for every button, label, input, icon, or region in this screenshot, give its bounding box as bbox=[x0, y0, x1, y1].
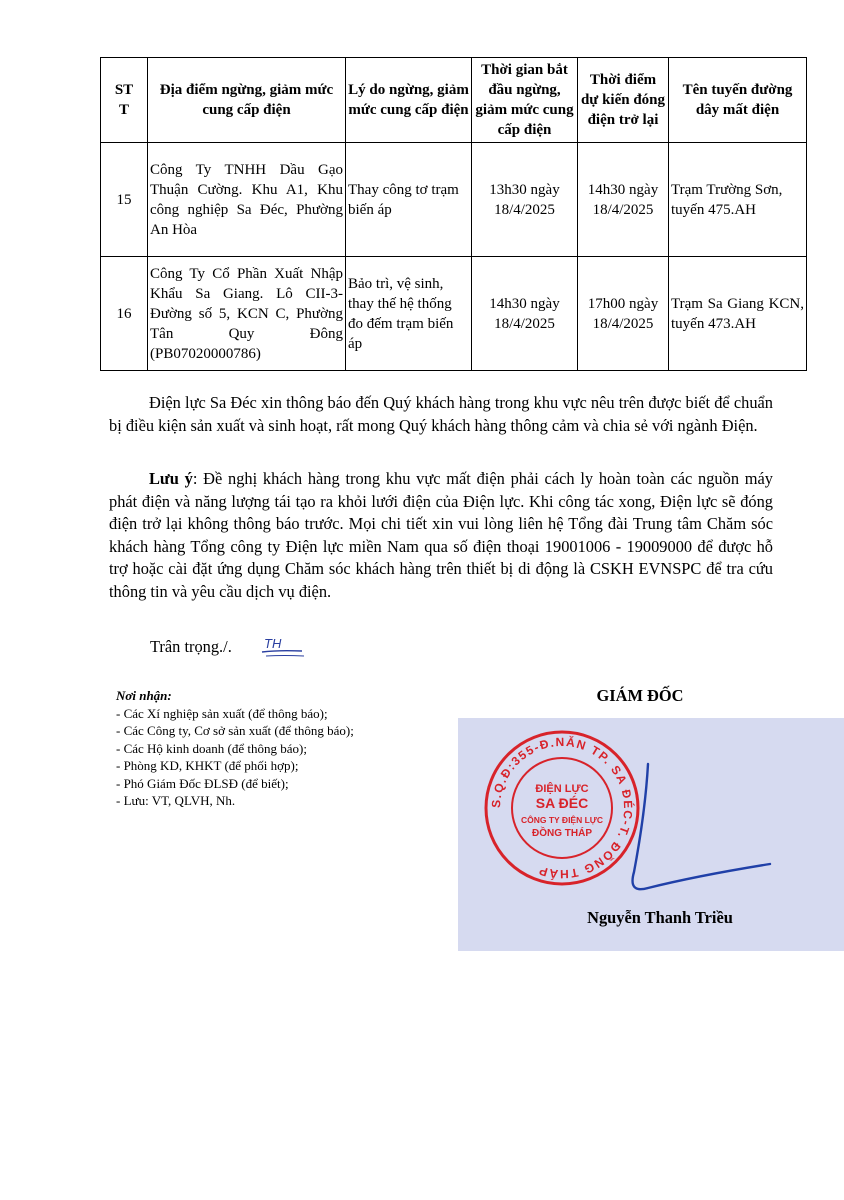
recipient-item: - Các Hộ kinh doanh (để thông báo); bbox=[116, 740, 307, 756]
closing-greeting: Trân trọng./. bbox=[150, 637, 232, 656]
notice-paragraph: Điện lực Sa Đéc xin thông báo đến Quý khách hàng trong khu vực nêu trên được biết để chuẩn bị điều kiện sản xuất và sinh hoạt, rất mong Quý khách hàng thông cảm và chia sẻ với ngành Điện. bbox=[109, 393, 773, 435]
row-location: Công Ty TNHH Dầu Gạo Thuận Cường. Khu A1, Khu công nghiệp Sa Đéc, Phường An Hòa bbox=[148, 143, 346, 257]
svg-text:TH: TH bbox=[264, 636, 282, 651]
header-start-time: Thời gian bắt đầu ngừng, giảm mức cung cấp điện bbox=[472, 58, 578, 143]
header-line-name: Tên tuyến đường dây mất điện bbox=[669, 58, 807, 143]
signer-name: Nguyễn Thanh Triều bbox=[587, 908, 733, 927]
row-line-name: Trạm Trường Sơn, tuyến 475.AH bbox=[669, 143, 807, 257]
svg-text:S.Q.Đ:355-Đ.NĂN TP. SA ĐÉC-T.: S.Q.Đ:355-Đ.NĂN TP. SA ĐÉC-T. ĐỒNG THÁP bbox=[488, 734, 636, 882]
outage-table bbox=[100, 57, 807, 371]
row-end-time: 17h00 ngày 18/4/2025 bbox=[578, 257, 669, 371]
header-location: Địa điểm ngừng, giảm mức cung cấp điện bbox=[148, 58, 346, 143]
recipient-item: - Phó Giám Đốc ĐLSĐ (để biết); bbox=[116, 775, 289, 791]
row-stt: 15 bbox=[101, 143, 148, 257]
svg-text:ĐỒNG THÁP: ĐỒNG THÁP bbox=[532, 828, 592, 839]
row-stt: 16 bbox=[101, 257, 148, 371]
svg-text:ĐIỆN LỰC: ĐIỆN LỰC bbox=[535, 783, 589, 795]
note-paragraph bbox=[109, 468, 773, 603]
note-text: : Đề nghị khách hàng trong khu vực mất điện phải cách ly hoàn toàn các nguồn máy phát điện và năng lượng tái tạo ra khỏi lưới điện của Điện lực. Khi công tác xong, Điện lực sẽ đóng điện trở lại không thông báo trước. Mọi chi tiết xin vui lòng liên hệ Tổng đài Trung tâm Chăm sóc khách hàng Tổng công ty Điện lực miền Nam qua số điện thoại 19001006 - 19009000 để được hỗ trợ hoặc cài đặt ứng dụng Chăm sóc khách hàng trên thiết bị di động là CSKH EVNSPC để tra cứu thông tin và yêu cầu dịch vụ điện. bbox=[109, 469, 773, 601]
table-row bbox=[101, 257, 807, 371]
row-reason: Bảo trì, vệ sinh, thay thế hệ thống đo đếm trạm biến áp bbox=[346, 257, 472, 371]
row-start-time: 14h30 ngày 18/4/2025 bbox=[472, 257, 578, 371]
svg-text:CÔNG TY ĐIỆN LỰC: CÔNG TY ĐIỆN LỰC bbox=[521, 815, 603, 825]
recipient-item: - Lưu: VT, QLVH, Nh. bbox=[116, 793, 236, 808]
note-label: Lưu ý bbox=[149, 469, 193, 488]
director-signature-icon bbox=[600, 760, 780, 910]
header-end-time: Thời điểm dự kiến đóng điện trở lại bbox=[578, 58, 669, 143]
director-title: GIÁM ĐỐC bbox=[596, 686, 684, 705]
table-header-row bbox=[101, 58, 807, 143]
recipient-item: - Phòng KD, KHKT (để phối hợp); bbox=[116, 758, 299, 773]
svg-text:SA ĐÉC: SA ĐÉC bbox=[535, 795, 589, 811]
row-start-time: 13h30 ngày 18/4/2025 bbox=[472, 143, 578, 257]
recipient-item: - Các Xí nghiệp sản xuất (để thông báo); bbox=[116, 705, 328, 721]
recipients-list bbox=[116, 687, 354, 810]
recipients-title: Nơi nhận: bbox=[116, 688, 172, 703]
row-reason: Thay công tơ trạm biến áp bbox=[346, 143, 472, 257]
row-line-name: Trạm Sa Giang KCN, tuyến 473.AH bbox=[669, 257, 807, 371]
row-end-time: 14h30 ngày 18/4/2025 bbox=[578, 143, 669, 257]
row-location: Công Ty Cổ Phần Xuất Nhập Khẩu Sa Giang. Lô CII-3-Đường số 5, KCN C, Phường Tân Quy Đông (PB07020000786) bbox=[148, 257, 346, 371]
initials-signature-icon bbox=[258, 626, 310, 668]
table-row bbox=[101, 143, 807, 257]
header-stt: ST T bbox=[101, 58, 148, 143]
header-reason: Lý do ngừng, giảm mức cung cấp điện bbox=[346, 58, 472, 143]
recipient-item: - Các Công ty, Cơ sở sản xuất (để thông báo); bbox=[116, 723, 354, 738]
